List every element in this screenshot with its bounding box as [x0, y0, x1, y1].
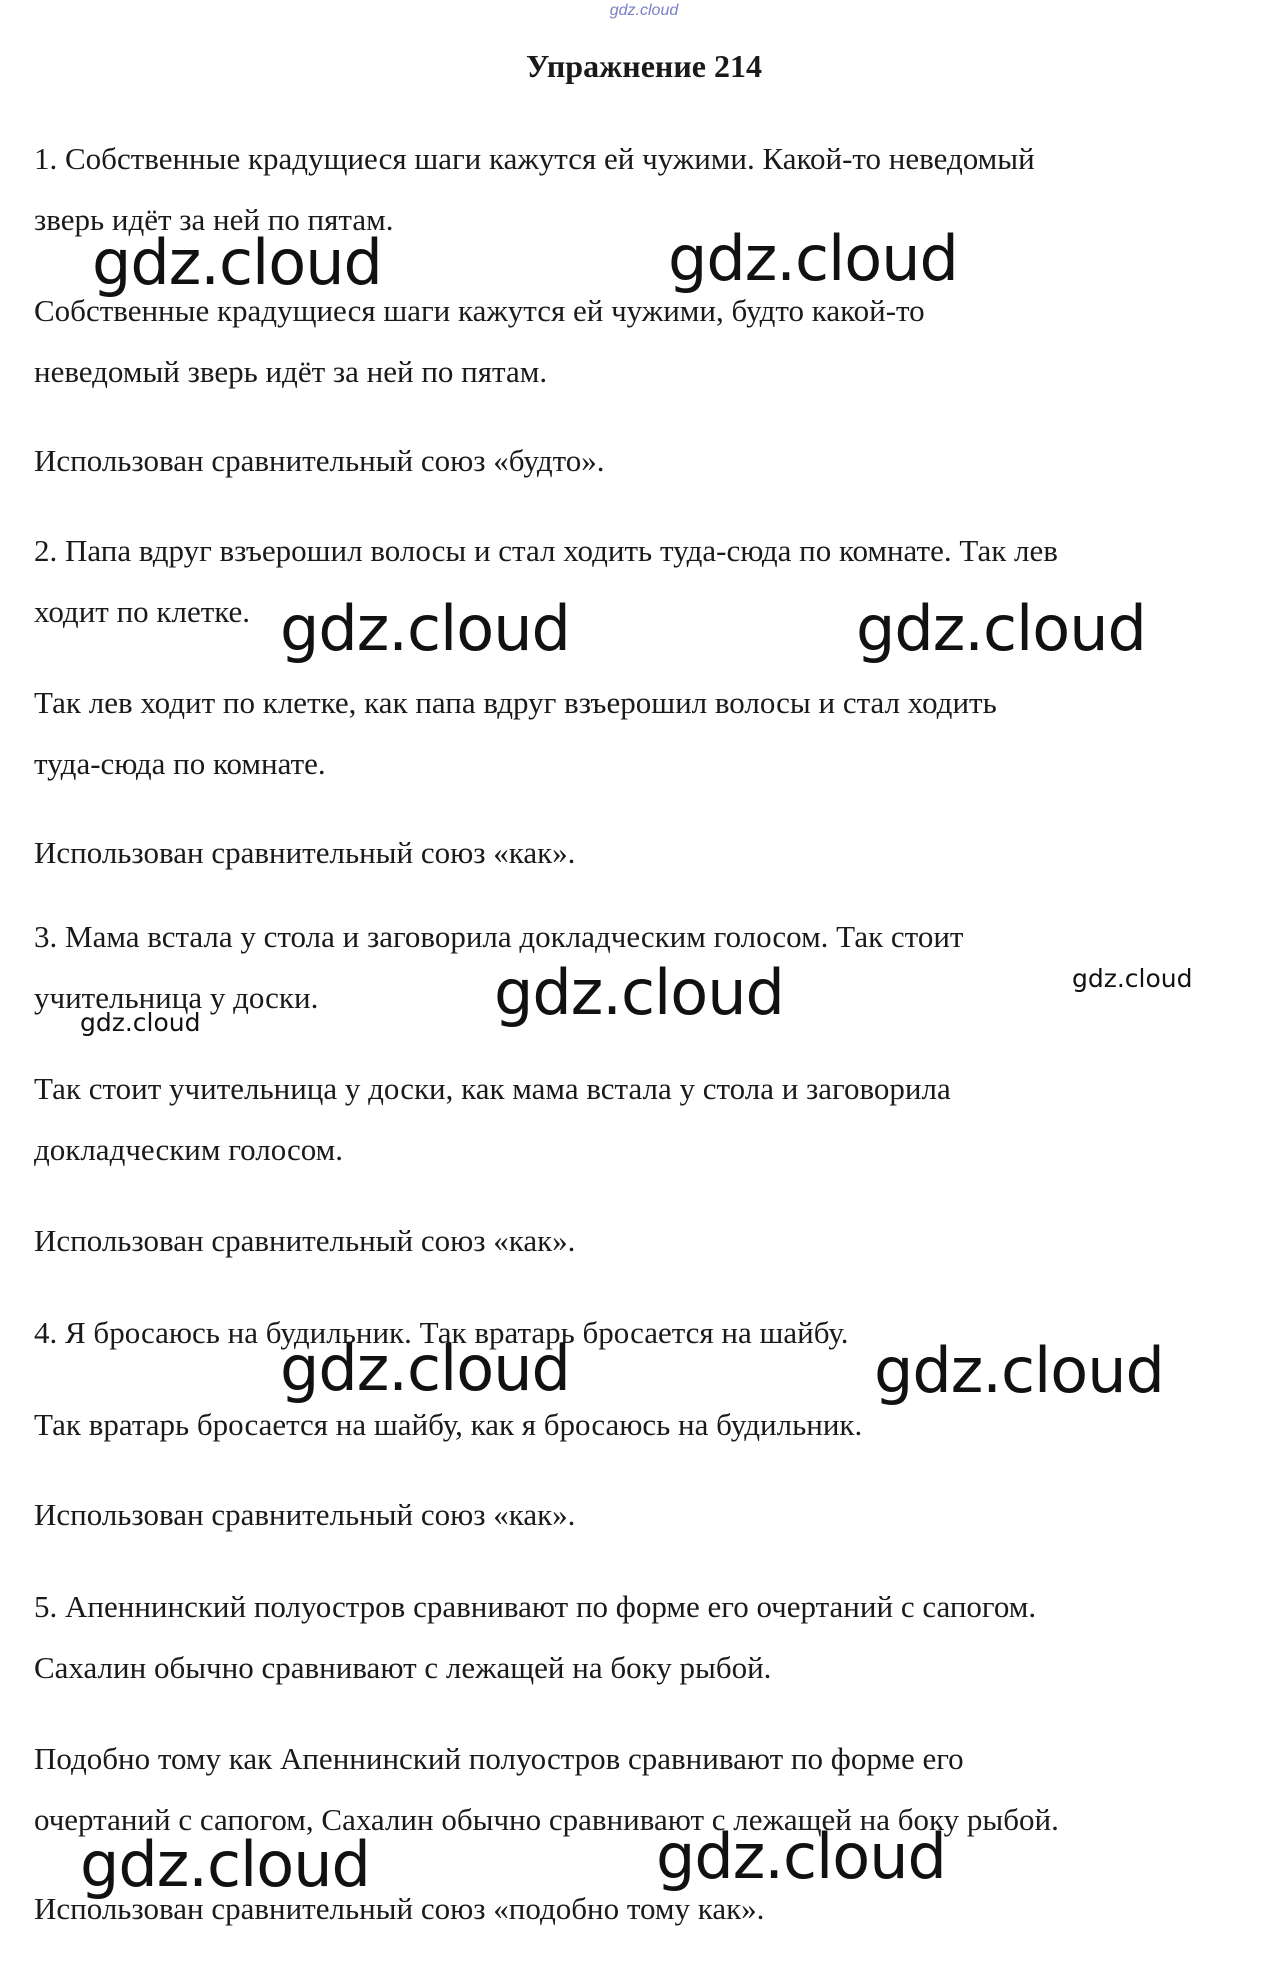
exercise-3-original-line2: учительница у доски. [34, 980, 319, 1015]
watermark-4: gdz.cloud [856, 592, 1146, 665]
exercise-1-original-line1: 1. Собственные крадущиеся шаги кажутся ей чужими. Какой-то неведомый [34, 141, 1035, 176]
page-title: Упражнение 214 [525, 48, 762, 84]
watermark-8: gdz.cloud [80, 1828, 370, 1901]
exercise-5-original-line2: Сахалин обычно сравнивают с лежащей на боку рыбой. [34, 1650, 772, 1685]
exercise-4-combined: Так вратарь бросается на шайбу, как я бросаюсь на будильник. [34, 1407, 863, 1442]
exercise-3-combined-line2: докладческим голосом. [34, 1132, 344, 1167]
watermark-6: gdz.cloud [280, 1332, 570, 1405]
exercise-2-original-line1: 2. Папа вдруг взъерошил волосы и стал ходить туда-сюда по комнате. Так лев [34, 533, 1058, 568]
exercise-3-note: Использован сравнительный союз «как». [34, 1223, 576, 1258]
watermark-2: gdz.cloud [668, 222, 958, 295]
exercise-3-combined-line1: Так стоит учительница у доски, как мама встала у стола и заговорила [34, 1071, 951, 1106]
exercise-2-combined-line1: Так лев ходит по клетке, как папа вдруг взъерошил волосы и стал ходить [34, 685, 997, 720]
watermark-small-1: gdz.cloud [1072, 964, 1193, 993]
exercise-2-original-line2: ходит по клетке. [34, 594, 251, 629]
exercise-2-note: Использован сравнительный союз «как». [34, 835, 576, 870]
exercise-5-original-line1: 5. Апеннинский полуостров сравнивают по форме его очертаний с сапогом. [34, 1589, 1037, 1624]
exercise-2-combined [34, 672, 1254, 794]
exercise-1-combined-line2: неведомый зверь идёт за ней по пятам. [34, 354, 548, 389]
exercise-5-original [34, 1576, 1254, 1698]
exercise-1-combined-line1: Собственные крадущиеся шаги кажутся ей чужими, будто какой-то [34, 293, 925, 328]
exercise-5-combined-line2: очертаний с сапогом, Сахалин обычно сравнивают с лежащей на боку рыбой. [34, 1802, 1059, 1837]
watermark-5: gdz.cloud [494, 956, 784, 1029]
exercise-4-original: 4. Я бросаюсь на будильник. Так вратарь бросается на шайбу. [34, 1315, 849, 1350]
exercise-5-combined-line1: Подобно тому как Апеннинский полуостров сравнивают по форме его [34, 1741, 964, 1776]
exercise-1-note: Использован сравнительный союз «будто». [34, 443, 605, 478]
watermark-9: gdz.cloud [656, 1820, 946, 1893]
exercise-2-combined-line2: туда-сюда по комнате. [34, 746, 326, 781]
site-watermark-top: gdz.cloud [609, 2, 679, 19]
watermark-7: gdz.cloud [874, 1334, 1164, 1407]
watermark-3: gdz.cloud [280, 592, 570, 665]
exercise-1-original-line2: зверь идёт за ней по пятам. [34, 202, 394, 237]
exercise-5-note: Использован сравнительный союз «подобно тому как». [34, 1891, 765, 1926]
exercise-3-original-line1: 3. Мама встала у стола и заговорила докладческим голосом. Так стоит [34, 919, 964, 954]
exercise-4-note: Использован сравнительный союз «как». [34, 1497, 576, 1532]
watermark-1: gdz.cloud [92, 226, 382, 299]
watermark-small-2: gdz.cloud [80, 1008, 201, 1037]
exercise-3-combined [34, 1058, 1254, 1180]
